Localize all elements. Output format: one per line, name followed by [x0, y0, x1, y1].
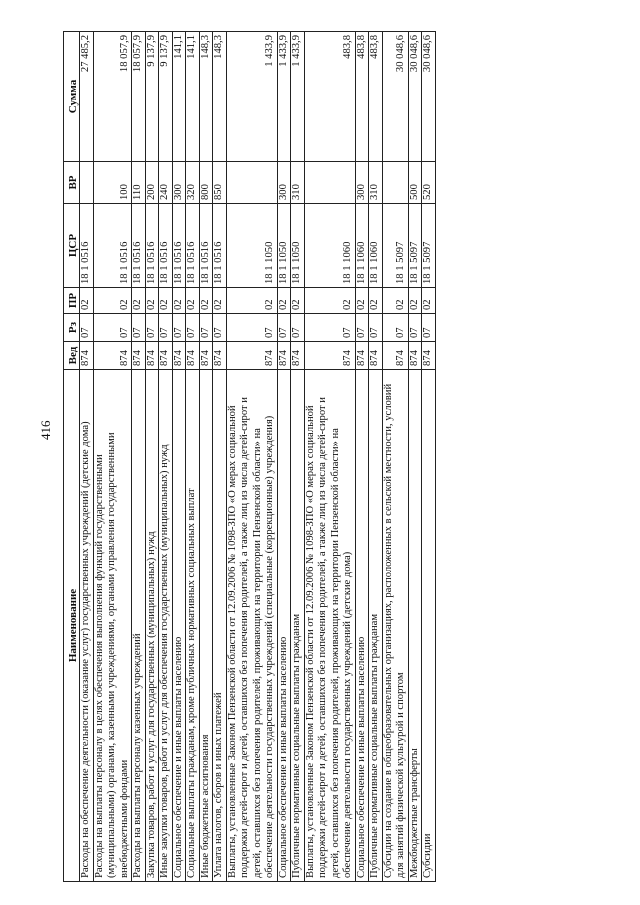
cell-sum: 1 433,9 [277, 32, 291, 162]
cell-csr: 18 1 1050 [277, 204, 291, 288]
cell-csr: 18 1 1060 [304, 204, 355, 288]
cell-name: Иные закупки товаров, работ и услуг для обеспечения государственных (муниципальных) нужд [159, 370, 173, 882]
cell-name: Социальное обеспечение и иные выплаты населению [172, 370, 186, 882]
cell-rz: 07 [355, 314, 369, 342]
table-row [199, 32, 213, 882]
cell-vr: 300 [355, 162, 369, 204]
column-header-ved: Вед [64, 342, 80, 370]
cell-vr: 320 [186, 162, 200, 204]
cell-name: Выплаты, установленные Законом Пензенской области от 12.09.2006 № 1098-ЗПО «О мерах социальной поддержки детей-сирот и детей, оставшихся без попечения родителей, а также лиц из числа детей-сирот и детей, оставшихся без попечения родителей, проживающих на территории Пензенской области» на обеспечение деятельности государственных учреждений (специальные (коррекционные) учреждения) [226, 370, 277, 882]
cell-vr: 310 [291, 162, 305, 204]
column-header-vr: ВР [64, 162, 80, 204]
cell-pr: 02 [172, 288, 186, 314]
cell-vr: 850 [213, 162, 227, 204]
cell-csr: 18 1 1050 [291, 204, 305, 288]
page-number: 416 [38, 420, 53, 440]
table-row [277, 32, 291, 882]
cell-sum: 30 048,6 [408, 32, 422, 162]
cell-csr: 18 1 0516 [145, 204, 159, 288]
cell-rz: 07 [80, 314, 94, 342]
cell-vr: 300 [172, 162, 186, 204]
cell-rz: 07 [213, 314, 227, 342]
cell-rz: 07 [132, 314, 146, 342]
cell-name: Публичные нормативные социальные выплаты гражданам [369, 370, 383, 882]
cell-ved: 874 [186, 342, 200, 370]
cell-sum: 148,3 [213, 32, 227, 162]
cell-name: Публичные нормативные социальные выплаты гражданам [291, 370, 305, 882]
cell-pr: 02 [304, 288, 355, 314]
cell-name: Расходы на выплаты персоналу в целях обеспечения выполнения функций государственными (муниципальными) органами, казенными учреждениями, органами управления государственными внебюджетными фондами [93, 370, 132, 882]
cell-name: Субсидии [422, 370, 436, 882]
cell-csr: 18 1 0516 [132, 204, 146, 288]
budget-table [63, 31, 436, 882]
cell-sum: 9 137,9 [145, 32, 159, 162]
cell-pr: 02 [159, 288, 173, 314]
cell-csr: 18 1 1060 [369, 204, 383, 288]
table-body [80, 32, 436, 882]
cell-rz: 07 [369, 314, 383, 342]
cell-vr [304, 162, 355, 204]
table-row [172, 32, 186, 882]
cell-csr: 18 1 5097 [422, 204, 436, 288]
cell-vr: 110 [132, 162, 146, 204]
column-header-rz: Рз [64, 314, 80, 342]
table-row [382, 32, 408, 882]
cell-sum: 483,8 [304, 32, 355, 162]
cell-pr: 02 [199, 288, 213, 314]
cell-pr: 02 [422, 288, 436, 314]
cell-vr [226, 162, 277, 204]
cell-pr: 02 [369, 288, 383, 314]
cell-name: Выплаты, установленные Законом Пензенской области от 12.09.2006 № 1098-ЗПО «О мерах социальной поддержки детей-сирот и детей, оставшихся без попечения родителей, а также лиц из числа детей-сирот и детей, оставшихся без попечения родителей, проживающих на территории Пензенской области» на обеспечение деятельности государственных учреждений (детские дома) [304, 370, 355, 882]
cell-ved: 874 [382, 342, 408, 370]
cell-pr: 02 [291, 288, 305, 314]
cell-ved: 874 [213, 342, 227, 370]
cell-csr: 18 1 0516 [199, 204, 213, 288]
cell-rz: 07 [291, 314, 305, 342]
cell-vr: 800 [199, 162, 213, 204]
cell-pr: 02 [93, 288, 132, 314]
table-row [213, 32, 227, 882]
cell-name: Субсидии на создание в общеобразовательных организациях, расположенных в сельской местности, условий для занятий физической культурой и спортом [382, 370, 408, 882]
cell-name: Иные бюджетные ассигнования [199, 370, 213, 882]
cell-name: Межбюджетные трансферты [408, 370, 422, 882]
cell-csr: 18 1 0516 [93, 204, 132, 288]
cell-ved: 874 [132, 342, 146, 370]
cell-sum: 9 137,9 [159, 32, 173, 162]
cell-pr: 02 [408, 288, 422, 314]
cell-ved: 874 [422, 342, 436, 370]
cell-csr: 18 1 1060 [355, 204, 369, 288]
cell-rz: 07 [382, 314, 408, 342]
cell-sum: 483,8 [369, 32, 383, 162]
budget-table-container [63, 32, 568, 882]
cell-sum: 148,3 [199, 32, 213, 162]
cell-sum: 1 433,9 [291, 32, 305, 162]
cell-csr: 18 1 0516 [172, 204, 186, 288]
cell-ved: 874 [291, 342, 305, 370]
cell-pr: 02 [145, 288, 159, 314]
cell-name: Расходы на обеспечение деятельности (оказание услуг) государственных учреждений (детские дома) [80, 370, 94, 882]
cell-ved: 874 [80, 342, 94, 370]
cell-sum: 141,1 [172, 32, 186, 162]
table-row [304, 32, 355, 882]
cell-vr: 500 [408, 162, 422, 204]
cell-vr [382, 162, 408, 204]
cell-csr: 18 1 0516 [213, 204, 227, 288]
cell-rz: 07 [186, 314, 200, 342]
cell-sum: 483,8 [355, 32, 369, 162]
cell-ved: 874 [226, 342, 277, 370]
table-row [132, 32, 146, 882]
cell-pr: 02 [382, 288, 408, 314]
cell-rz: 07 [199, 314, 213, 342]
column-header-pr: ПР [64, 288, 80, 314]
cell-csr: 18 1 0516 [159, 204, 173, 288]
cell-ved: 874 [408, 342, 422, 370]
cell-pr: 02 [186, 288, 200, 314]
cell-csr: 18 1 5097 [408, 204, 422, 288]
cell-pr: 02 [213, 288, 227, 314]
cell-name: Социальные выплаты гражданам, кроме публичных нормативных социальных выплат [186, 370, 200, 882]
cell-vr: 100 [93, 162, 132, 204]
cell-sum: 1 433,9 [226, 32, 277, 162]
cell-vr: 200 [145, 162, 159, 204]
cell-csr: 18 1 5097 [382, 204, 408, 288]
cell-csr: 18 1 0516 [186, 204, 200, 288]
cell-ved: 874 [145, 342, 159, 370]
table-row [145, 32, 159, 882]
cell-rz: 07 [145, 314, 159, 342]
cell-pr: 02 [226, 288, 277, 314]
cell-rz: 07 [226, 314, 277, 342]
table-row [369, 32, 383, 882]
cell-sum: 30 048,6 [382, 32, 408, 162]
table-header-row [64, 32, 80, 882]
cell-rz: 07 [422, 314, 436, 342]
table-row [93, 32, 132, 882]
cell-name: Закупка товаров, работ и услуг для государственных (муниципальных) нужд [145, 370, 159, 882]
cell-csr: 18 1 1050 [226, 204, 277, 288]
cell-rz: 07 [408, 314, 422, 342]
cell-name: Расходы на выплаты персоналу казенных учреждений [132, 370, 146, 882]
table-row [291, 32, 305, 882]
cell-pr: 02 [132, 288, 146, 314]
cell-ved: 874 [93, 342, 132, 370]
cell-sum: 27 485,2 [80, 32, 94, 162]
column-header-name: Наименование [64, 370, 80, 882]
cell-pr: 02 [277, 288, 291, 314]
cell-rz: 07 [93, 314, 132, 342]
cell-vr [80, 162, 94, 204]
cell-rz: 07 [172, 314, 186, 342]
cell-name: Уплата налогов, сборов и иных платежей [213, 370, 227, 882]
table-row [80, 32, 94, 882]
cell-ved: 874 [355, 342, 369, 370]
cell-sum: 18 057,9 [93, 32, 132, 162]
cell-csr: 18 1 0516 [80, 204, 94, 288]
cell-vr: 520 [422, 162, 436, 204]
table-row [422, 32, 436, 882]
cell-sum: 30 048,6 [422, 32, 436, 162]
cell-name: Социальное обеспечение и иные выплаты населению [355, 370, 369, 882]
table-row [355, 32, 369, 882]
column-header-csr: ЦСР [64, 204, 80, 288]
cell-sum: 141,1 [186, 32, 200, 162]
cell-vr: 240 [159, 162, 173, 204]
cell-ved: 874 [304, 342, 355, 370]
cell-vr: 310 [369, 162, 383, 204]
cell-ved: 874 [199, 342, 213, 370]
cell-vr: 300 [277, 162, 291, 204]
cell-ved: 874 [159, 342, 173, 370]
cell-rz: 07 [304, 314, 355, 342]
cell-pr: 02 [80, 288, 94, 314]
cell-ved: 874 [172, 342, 186, 370]
cell-ved: 874 [369, 342, 383, 370]
cell-sum: 18 057,9 [132, 32, 146, 162]
cell-name: Социальное обеспечение и иные выплаты населению [277, 370, 291, 882]
cell-rz: 07 [277, 314, 291, 342]
column-header-sum: Сумма [64, 32, 80, 162]
cell-pr: 02 [355, 288, 369, 314]
table-row [226, 32, 277, 882]
cell-rz: 07 [159, 314, 173, 342]
table-row [186, 32, 200, 882]
table-row [159, 32, 173, 882]
cell-ved: 874 [277, 342, 291, 370]
table-row [408, 32, 422, 882]
